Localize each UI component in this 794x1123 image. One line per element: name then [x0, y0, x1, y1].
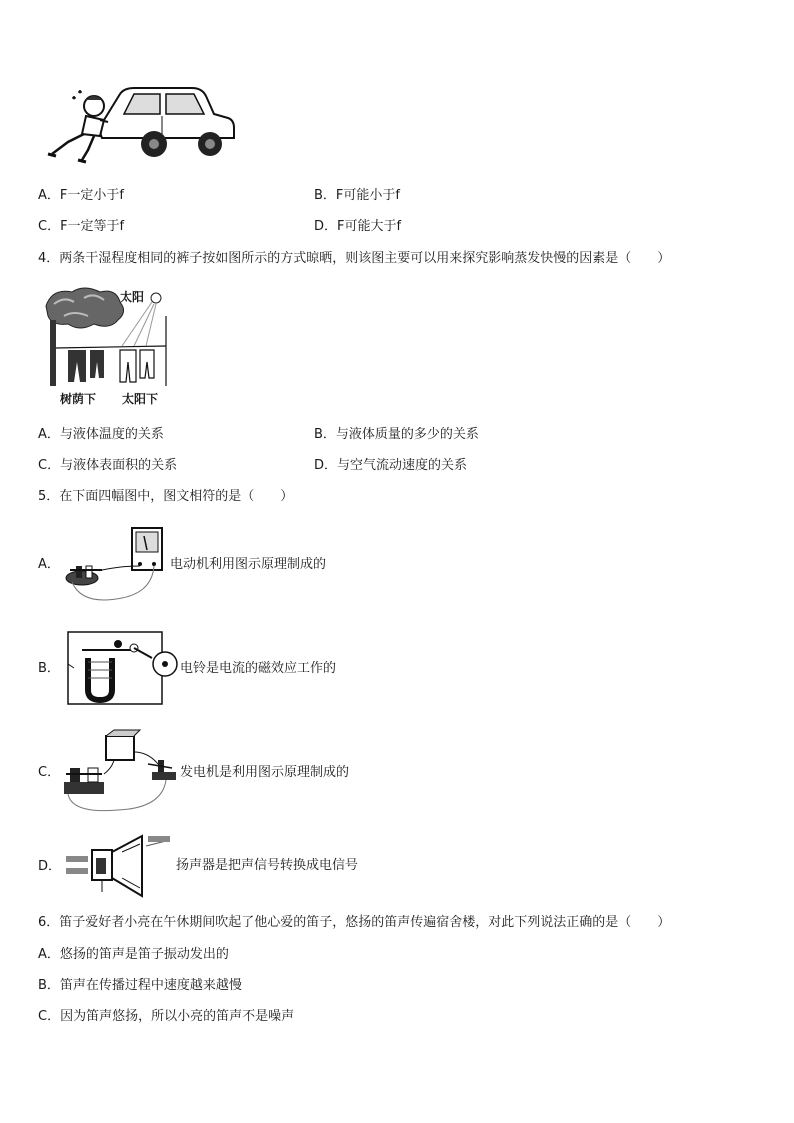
q5-stem: 5．在下面四幅图中，图文相符的是（ ）: [38, 489, 294, 504]
sunlit-label: 太阳下: [122, 392, 159, 406]
q4-option-d[interactable]: D．与空气流动速度的关系: [314, 458, 468, 473]
q6-option-c[interactable]: C．因为笛声悠扬，所以小亮的笛声不是噪声: [38, 1009, 295, 1024]
q6-option-a[interactable]: A．悠扬的笛声是笛子振动发出的: [38, 947, 229, 962]
sun-label: 太阳: [120, 290, 145, 304]
speaker-figure: [62, 832, 174, 900]
q4-option-b[interactable]: B．与液体质量的多少的关系: [314, 427, 479, 442]
motor-principle-figure: [62, 526, 170, 604]
q3-option-a[interactable]: A．F一定小于f: [38, 188, 124, 203]
q4-stem: 4．两条干湿程度相同的裤子按如图所示的方式晾晒，则该图主要可以用来探究影响蒸发快慢的因素是（ ）: [38, 251, 671, 266]
q5-option-d-letter[interactable]: D．: [38, 859, 62, 874]
q5-option-c-text: 发电机是利用图示原理制成的: [180, 765, 350, 780]
generator-principle-figure: [62, 728, 180, 816]
q5-option-a-text: 电动机利用图示原理制成的: [170, 557, 327, 572]
electric-bell-figure: [62, 628, 180, 708]
q3-option-c[interactable]: C．F一定等于f: [38, 219, 125, 234]
shade-label: 树荫下: [60, 392, 97, 406]
q5-option-c-letter[interactable]: C．: [38, 765, 61, 780]
q3-option-b[interactable]: B．F可能小于f: [314, 188, 400, 203]
q5-option-a-letter[interactable]: A．: [38, 557, 60, 572]
q4-option-a[interactable]: A．与液体温度的关系: [38, 427, 164, 442]
q4-option-c[interactable]: C．与液体表面积的关系: [38, 458, 178, 473]
q3-option-d[interactable]: D．F可能大于f: [314, 219, 402, 234]
q5-option-b-text: 电铃是电流的磁效应工作的: [180, 661, 337, 676]
q5-option-b-letter[interactable]: B．: [38, 661, 60, 676]
q6-stem: 6．笛子爱好者小亮在午休期间吹起了他心爱的笛子，悠扬的笛声传遍宿舍楼，对此下列说法正确的是（ ）: [38, 915, 671, 930]
q6-option-b[interactable]: B．笛声在传播过程中速度越来越慢: [38, 978, 242, 993]
boy-pushing-car-figure: [42, 80, 238, 166]
q5-option-d-text: 扬声器是把声信号转换成电信号: [176, 858, 359, 873]
drying-pants-figure: [44, 286, 172, 408]
